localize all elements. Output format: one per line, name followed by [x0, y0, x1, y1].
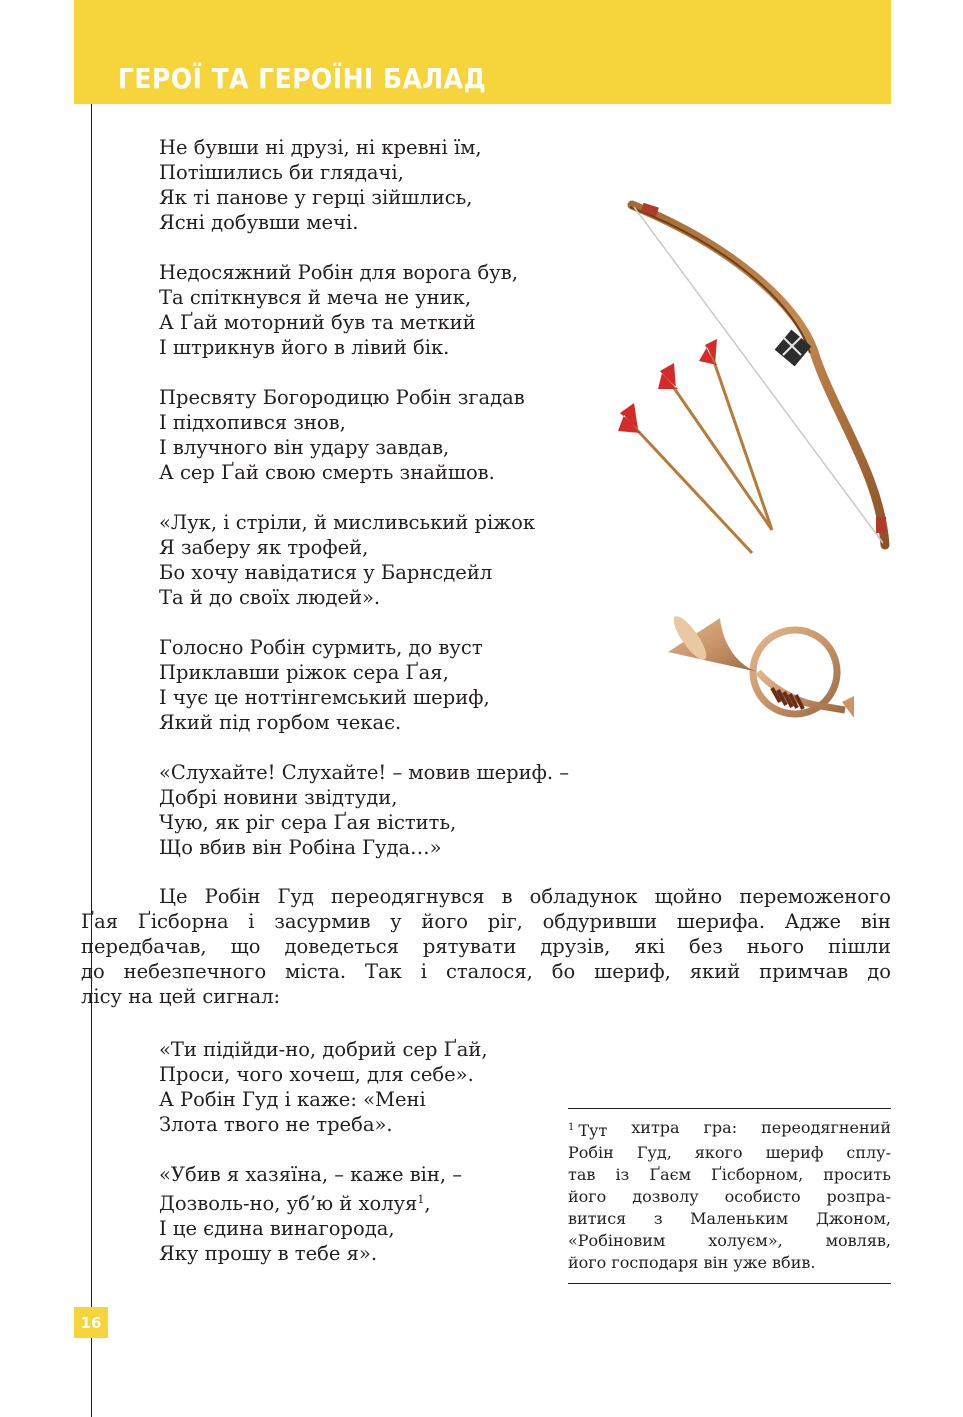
verse-line: А сер Ґай свою смерть знайшов. — [159, 461, 495, 484]
stanza — [159, 635, 569, 735]
verse-line: Та й до своїх людей». — [159, 586, 381, 609]
stanza — [159, 135, 569, 235]
stanza — [159, 260, 569, 360]
stanza — [159, 385, 569, 485]
verse-line: Та спіткнувся й меча не уник, — [159, 286, 472, 309]
verse-line: Голосно Робін сурмить, до вуст — [159, 636, 483, 659]
verse-line: Приклавши ріжок сера Ґая, — [159, 661, 449, 684]
verse-line: Як ті панове у герці зійшлись, — [159, 186, 473, 209]
verse-line: Дозволь-но, уб’ю й холуя$^1$, — [159, 1192, 431, 1215]
horn-icon — [668, 612, 854, 718]
verse-line: «Лук, і стріли, й мисливський ріжок — [159, 511, 536, 534]
section-title: ГЕРОЇ ТА ГЕРОЇНІ БАЛАД — [118, 62, 487, 95]
verse-line: Проси, чого хочеш, для себе». — [159, 1063, 474, 1086]
verse-line: І штрикнув його в лівий бік. — [159, 336, 450, 359]
verse-line: Яку прошу в тебе я». — [159, 1242, 378, 1265]
footnote-marker: 1 — [568, 1122, 575, 1133]
verse-line: «Убив я хазяїна, – каже він, – — [159, 1163, 463, 1186]
verse-line: Не бувши ні друзі, ні кревні їм, — [159, 136, 482, 159]
footnote-divider-bottom — [568, 1283, 891, 1284]
verse-line: Недосяжний Робін для ворога був, — [159, 261, 518, 284]
verse-line: Добрі новини звідтуди, — [159, 786, 398, 809]
verse-line: І підхопився знов, — [159, 411, 346, 434]
prose-line: лісу на цей сигнал: — [81, 985, 281, 1008]
footnote-divider-top — [568, 1108, 891, 1109]
verse-line: Ясні добувши мечі. — [159, 211, 359, 234]
prose-line: Ґая Ґісборна і засурмив у його ріг, обдуривши шерифа. Адже він — [81, 910, 891, 933]
bow-and-arrows-illustration — [600, 185, 910, 570]
prose-paragraph — [81, 884, 891, 1009]
footnote-line: його господаря він уже вбив. — [568, 1253, 816, 1272]
footnote-line: його дозволу особисто розпра- — [568, 1187, 891, 1206]
prose-line: Це Робін Гуд переодягнувся в обладунок щойно переможеного — [159, 885, 891, 908]
verse-line: І влучного він удару завдав, — [159, 436, 450, 459]
stanza — [159, 510, 569, 610]
verse-line: Я заберу як трофей, — [159, 536, 369, 559]
footnote-line: витися з Маленьким Джоном, — [568, 1209, 891, 1228]
footnote — [568, 1117, 891, 1274]
page-number: 16 — [74, 1307, 108, 1338]
verse-block-bottom — [159, 1037, 488, 1291]
footnote-line: $^1$ Тут хитра гра: переодягнений — [568, 1118, 891, 1140]
footnote-line: «Робіновим холуєм», мовляв, — [568, 1231, 891, 1250]
verse-line: Чую, як ріг сера Ґая вістить, — [159, 811, 457, 834]
verse-line: Який під горбом чекає. — [159, 711, 402, 734]
stanza — [159, 1162, 488, 1266]
verse-line: Злота твого не треба». — [159, 1113, 393, 1136]
verse-line: «Ти підійди-но, добрий сер Ґай, — [159, 1038, 488, 1061]
stanza — [159, 1037, 488, 1137]
verse-line: Пресвяту Богородицю Робін згадав — [159, 386, 525, 409]
arrows-icon — [618, 339, 772, 553]
verse-line: Що вбив він Робіна Гуда…» — [159, 836, 442, 859]
hunting-horn-illustration — [660, 610, 860, 730]
verse-block-top — [159, 135, 569, 885]
verse-line: А Ґай моторний був та меткий — [159, 311, 476, 334]
footnote-line: Робін Гуд, якого шериф сплу- — [568, 1143, 891, 1162]
verse-line: «Слухайте! Слухайте! – мовив шериф. – — [159, 761, 570, 784]
prose-line: передбачав, що доведеться рятувати друзів, які без нього пішли — [81, 935, 891, 958]
footnote-line: тав із Ґаєм Ґісборном, просить — [568, 1165, 891, 1184]
verse-line: Бо хочу навідатися у Барнсдейл — [159, 561, 493, 584]
verse-line: І чує це ноттінгемський шериф, — [159, 686, 490, 709]
stanza — [159, 760, 569, 860]
margin-rule — [91, 104, 92, 1417]
prose-line: до небезпечного міста. Так і сталося, бо шериф, який примчав до — [81, 960, 891, 983]
verse-line: І це єдина винагорода, — [159, 1217, 395, 1240]
footnote-reference: 1 — [417, 1193, 425, 1206]
verse-line: Потішились би глядачі, — [159, 161, 404, 184]
verse-line: А Робін Гуд і каже: «Мені — [159, 1088, 426, 1111]
